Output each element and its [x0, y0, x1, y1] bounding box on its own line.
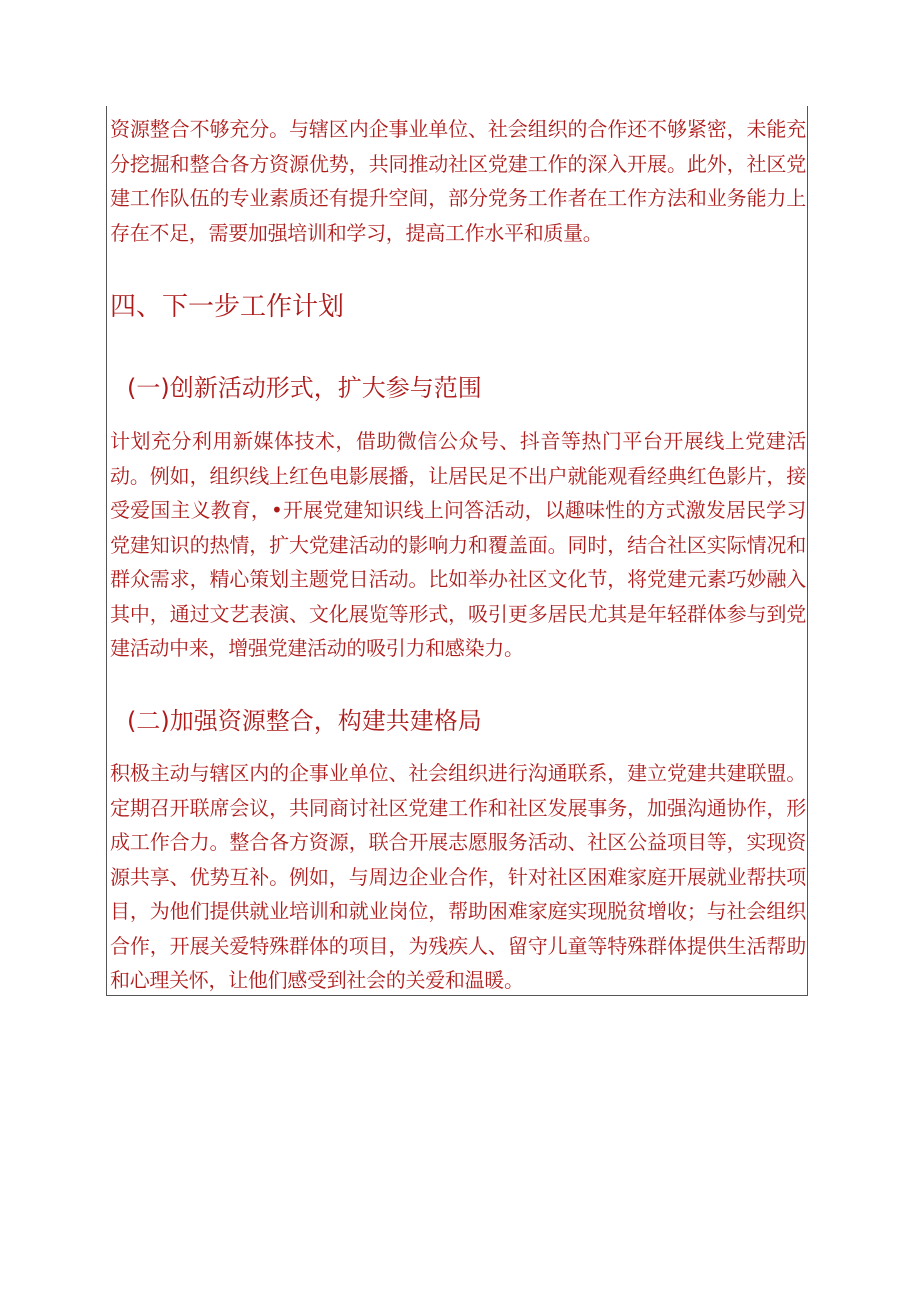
subsection-body-2: 积极主动与辖区内的企事业单位、社会组织进行沟通联系，建立党建共建联盟。定期召开联席会议，共同商讨社区党建工作和社区发展事务，加强沟通协作，形成工作合力。整合各方资源，联合开展志愿服务活动、社区公益项目等，实现资源共享、优势互补。例如，与周边企业合作，针对社区困难家庭开展就业帮扶项目，为他们提供就业培训和就业岗位，帮助困难家庭实现脱贫增收；与社会组织合作，开展关爱特殊群体的项目，为残疾人、留守儿童等特殊群体提供生活帮助和心理关怀，让他们感受到社会的关爱和温暖。 — [110, 761, 806, 992]
subsection-heading-1: (一)创新活动形式，扩大参与范围 — [127, 374, 482, 402]
intro-paragraph: 资源整合不够充分。与辖区内企事业单位、社会组织的合作还不够紧密，未能充分挖掘和整合各方资源优势，共同推动社区党建工作的深入开展。此外，社区党建工作队伍的专业素质还有提升空间，部分党务工作者在工作方法和业务能力上存在不足，需要加强培训和学习，提高工作水平和质量。 — [110, 117, 806, 245]
section-heading: 四、下一步工作计划 — [110, 292, 345, 322]
document-frame — [106, 106, 808, 996]
subsection-body-1: 计划充分利用新媒体技术，借助微信公众号、抖音等热门平台开展线上党建活动。例如，组织线上红色电影展播，让居民足不出户就能观看经典红色影片，接受爱国主义教育，•开展党建知识线上问答活动，以趣味性的方式激发居民学习党建知识的热情，扩大党建活动的影响力和覆盖面。同时，结合社区实际情况和群众需求，精心策划主题党日活动。比如举办社区文化节，将党建元素巧妙融入其中，通过文艺表演、文化展览等形式，吸引更多居民尤其是年轻群体参与到党建活动中来，增强党建活动的吸引力和感染力。 — [110, 429, 806, 660]
subsection-heading-2: (二)加强资源整合，构建共建格局 — [127, 707, 482, 735]
